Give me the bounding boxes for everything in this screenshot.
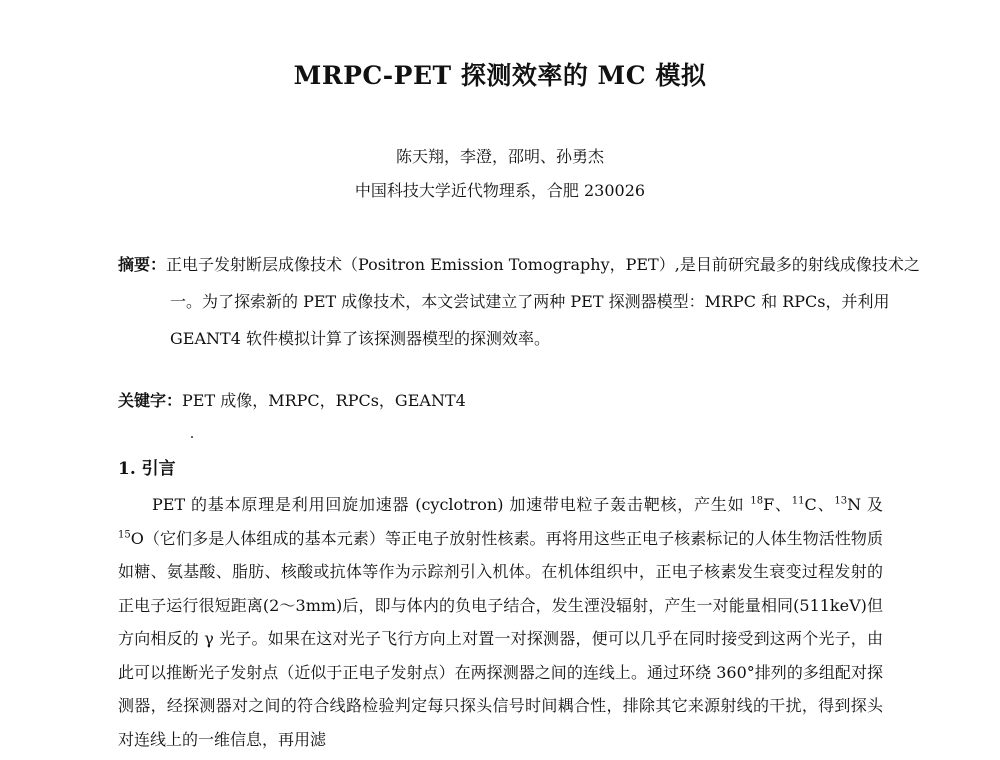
keywords-text: PET 成像，MRPC，RPCs，GEANT4: [182, 391, 466, 410]
paper-title: MRPC-PET 探测效率的 MC 模拟: [293, 61, 707, 90]
isotope-symbol: F、: [763, 495, 792, 514]
author-list: 陈天翔，李澄，邵明、孙勇杰: [395, 147, 604, 166]
abstract: [118, 246, 935, 357]
paragraph-intro: PET 的基本原理是利用回旋加速器 (cyclotron) 加速带电粒子轰击靶核，产生如: [152, 495, 751, 514]
abstract-label: 摘要：: [118, 255, 167, 274]
affiliation: 中国科技大学近代物理系，合肥 230026: [354, 181, 646, 200]
isotope-mass: 15: [118, 529, 131, 541]
keywords: [118, 388, 466, 411]
keywords-label: 关键字：: [118, 391, 183, 410]
abstract-text: 正电子发射断层成像技术（Positron Emission Tomography，PET）,是目前研究最多的射线成像技术之一。为了探索新的 PET 成像技术，本文尝试建立了两种 PET 探测器模型：MRPC 和 RPCs，并利用 GEANT4 软件模拟计算了该探测器模型的探测效率。: [166, 255, 920, 348]
isotope-mass: 11: [791, 495, 805, 507]
section-paragraph: [118, 488, 883, 756]
isotope-mass: 18: [750, 495, 764, 507]
isotope-symbol: C、: [804, 495, 835, 514]
section-heading: 1. 引言: [118, 459, 176, 479]
isotope-mass: 13: [834, 495, 848, 507]
isotope-symbol: N 及: [847, 495, 883, 514]
scan-speck: [191, 436, 193, 438]
paragraph-rest: O（它们多是人体组成的基本元素）等正电子放射性核素。再将用这些正电子核素标记的人体生物活性物质如糖、氨基酸、脂肪、核酸或抗体等作为示踪剂引入机体。在机体组织中，正电子核素发生衰变过程发射的正电子运行很短距离(2～3mm)后，即与体内的负电子结合，发生湮没辐射，产生一对能量相同(511keV)但方向相反的 γ 光子。如果在这对光子飞行方向上对置一对探测器，便可以几乎在同时接受到这两个光子，由此可以推断光子发射点（近似于正电子发射点）在两探测器之间的连线上。通过环绕 360°排列的多组配对探测器，经探测器对之间的符合线路检验判定每只探头信号时间耦合性，排除其它来源射线的干扰，得到探头对连线上的一维信息，再用滤: [118, 528, 883, 749]
